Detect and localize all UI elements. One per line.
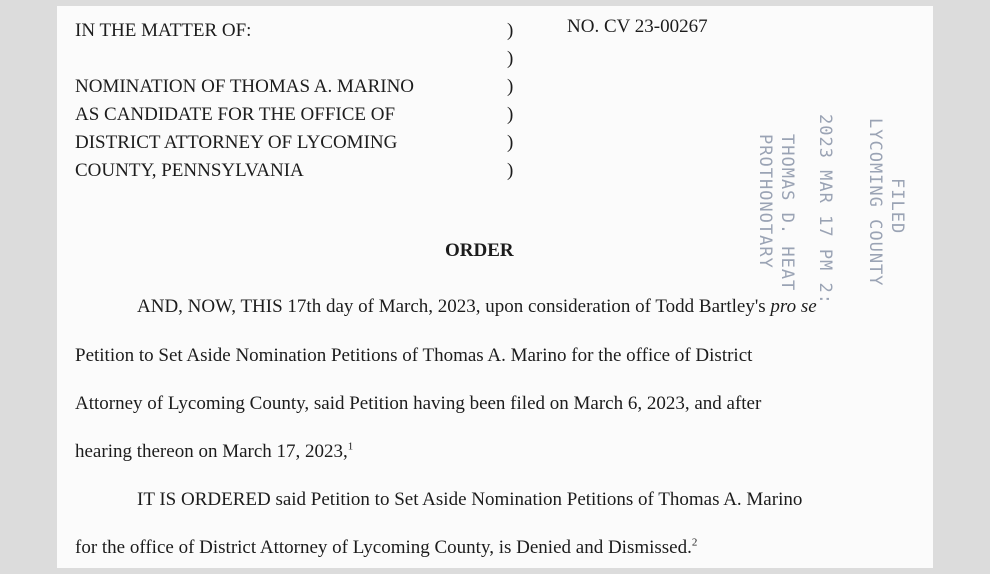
matter-label: IN THE MATTER OF: (75, 20, 252, 41)
case-number: NO. CV 23-00267 (567, 16, 708, 37)
order-text: AND, NOW, THIS 17th day of March, 2023, upon consideration of Todd Bartley's (137, 296, 771, 317)
order-paragraph-line (75, 537, 697, 559)
nomination-line: NOMINATION OF THOMAS A. MARINO (75, 76, 415, 97)
order-paragraph-line: Petition to Set Aside Nomination Petitions of Thomas A. Marino for the office of District (75, 345, 753, 366)
footnote-marker: 1 (347, 440, 354, 453)
caption-paren: ) (507, 48, 514, 69)
stamp-line: THOMAS D. HEAT (777, 134, 797, 292)
caption-paren: ) (507, 76, 514, 97)
order-paragraph-line (75, 441, 353, 463)
nomination-line: DISTRICT ATTORNEY OF LYCOMING (75, 132, 398, 153)
stamp-line: PROTHONOTARY (755, 134, 775, 269)
order-text: for the office of District Attorney of Lycoming County, is Denied and Dismissed. (75, 537, 692, 558)
order-title: ORDER (445, 240, 514, 261)
stamp-line: 2023 MAR 17 PM 2: (815, 114, 835, 305)
order-paragraph-line: Attorney of Lycoming County, said Petition having been filed on March 6, 2023, and after (75, 393, 762, 414)
nomination-line: AS CANDIDATE FOR THE OFFICE OF (75, 104, 396, 125)
order-paragraph-line (137, 296, 817, 318)
footnote-marker: 2 (691, 536, 698, 549)
stamp-line: FILED (887, 178, 907, 235)
order-paragraph-line: IT IS ORDERED said Petition to Set Aside Nomination Petitions of Thomas A. Marino (137, 489, 803, 510)
pro-se-italic: pro se (770, 296, 817, 317)
caption-paren: ) (507, 160, 514, 181)
caption-paren: ) (507, 20, 514, 41)
order-text: hearing thereon on March 17, 2023, (75, 441, 348, 462)
nomination-line: COUNTY, PENNSYLVANIA (75, 160, 304, 181)
caption-paren: ) (507, 132, 514, 153)
document-page (57, 6, 933, 568)
stamp-line: LYCOMING COUNTY (865, 118, 885, 287)
caption-paren: ) (507, 104, 514, 125)
